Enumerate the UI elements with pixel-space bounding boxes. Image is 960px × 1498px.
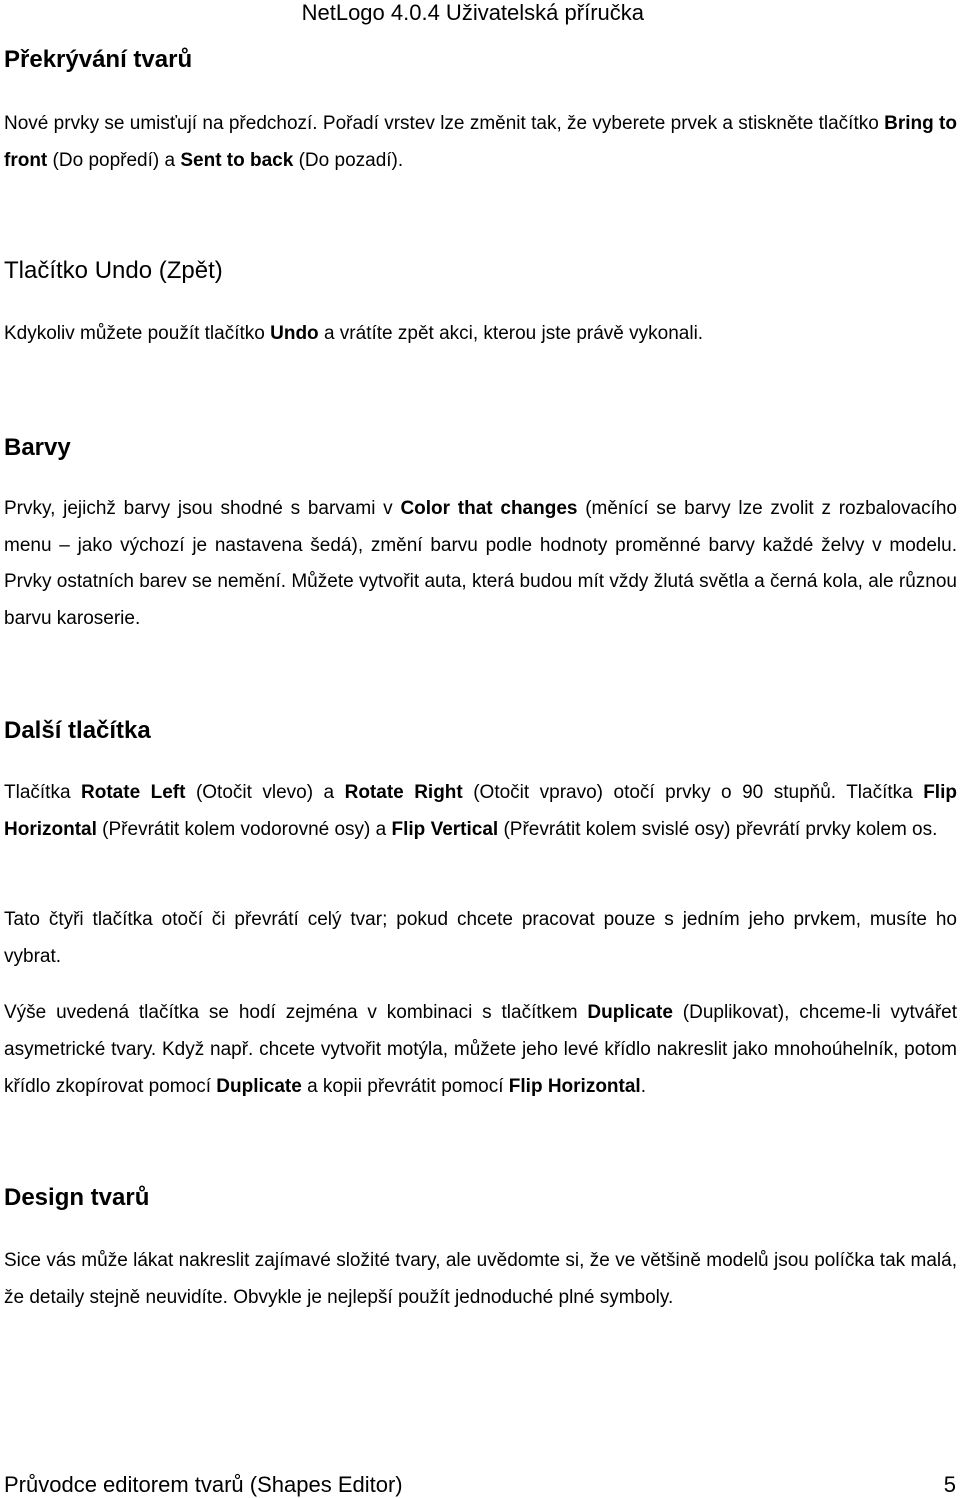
paragraph-design: Sice vás může lákat nakreslit zajímavé složité tvary, ale uvědomte si, že ve většině modelů jsou políčka tak malá, že detaily stejně neuvidíte. Obvykle je nejlepší použít jednoduché plné symboly. bbox=[4, 1250, 957, 1308]
term-color-that-changes: Color that changes bbox=[400, 498, 578, 519]
paragraph-colors: Prvky, jejichž barvy jsou shodné s barvami v Color that changes (měnící se barvy lze zvolit z rozbalovacího menu – jako výchozí je nastavena šedá), změní barvu podle hodnoty proměnné barvy každé želvy v modelu. Prvky ostatních barev se nemění. Můžete vytvořit auta, která budou mít vždy žlutá světla a černá kola, ale různou barvu karoserie. bbox=[4, 498, 957, 629]
heading-undo: Tlačítko Undo (Zpět) bbox=[4, 257, 223, 284]
running-header: NetLogo 4.0.4 Uživatelská příručka bbox=[301, 0, 644, 25]
term-sent-to-back: Sent to back bbox=[180, 149, 294, 171]
paragraph-overlap: Nové prvky se umisťují na předchozí. Pořadí vrstev lze změnit tak, že vyberete prvek a stiskněte tlačítko Bring to front (Do popředí) a Sent to back (Do pozadí). bbox=[4, 113, 957, 171]
paragraph-undo: Kdykoliv můžete použít tlačítko Undo a vrátíte zpět akci, kterou jste právě vykonali. bbox=[4, 323, 704, 344]
term-flip-horizontal-2: Flip Horizontal bbox=[508, 1076, 641, 1097]
term-rotate-right: Rotate Right bbox=[344, 782, 463, 803]
heading-colors: Barvy bbox=[4, 434, 71, 461]
term-duplicate: Duplicate bbox=[587, 1002, 673, 1023]
heading-more-buttons: Další tlačítka bbox=[4, 717, 151, 744]
term-rotate-left: Rotate Left bbox=[81, 782, 186, 803]
term-duplicate-2: Duplicate bbox=[216, 1076, 302, 1097]
paragraph-rotate-flip: Tlačítka Rotate Left (Otočit vlevo) a Rotate Right (Otočit vpravo) otočí prvky o 90 stupňů. Tlačítka Flip Horizontal (Převrátit kolem vodorovné osy) a Flip Vertical (Převrátit kolem svislé osy) převrátí prvky kolem os. bbox=[4, 782, 957, 840]
footer-title: Průvodce editorem tvarů (Shapes Editor) bbox=[4, 1472, 403, 1497]
paragraph-duplicate: Výše uvedená tlačítka se hodí zejména v kombinaci s tlačítkem Duplicate (Duplikovat), chceme-li vytvářet asymetrické tvary. Když např. chcete vytvořit motýla, můžete jeho levé křídlo nakreslit jako mnohoúhelník, potom křídlo zkopírovat pomocí Duplicate a kopii převrátit pomocí Flip Horizontal. bbox=[4, 1002, 957, 1097]
term-undo: Undo bbox=[270, 323, 319, 344]
paragraph-four-buttons: Tato čtyři tlačítka otočí či převrátí celý tvar; pokud chcete pracovat pouze s jedním jeho prvkem, musíte ho vybrat. bbox=[4, 909, 957, 967]
heading-overlap: Překrývání tvarů bbox=[4, 46, 193, 73]
term-flip-horizontal: Flip Horizontal bbox=[4, 782, 957, 840]
term-flip-vertical: Flip Vertical bbox=[391, 818, 499, 840]
page-number: 5 bbox=[943, 1472, 956, 1497]
term-bring-to-front: Bring to front bbox=[4, 113, 957, 171]
heading-design: Design tvarů bbox=[4, 1184, 150, 1211]
